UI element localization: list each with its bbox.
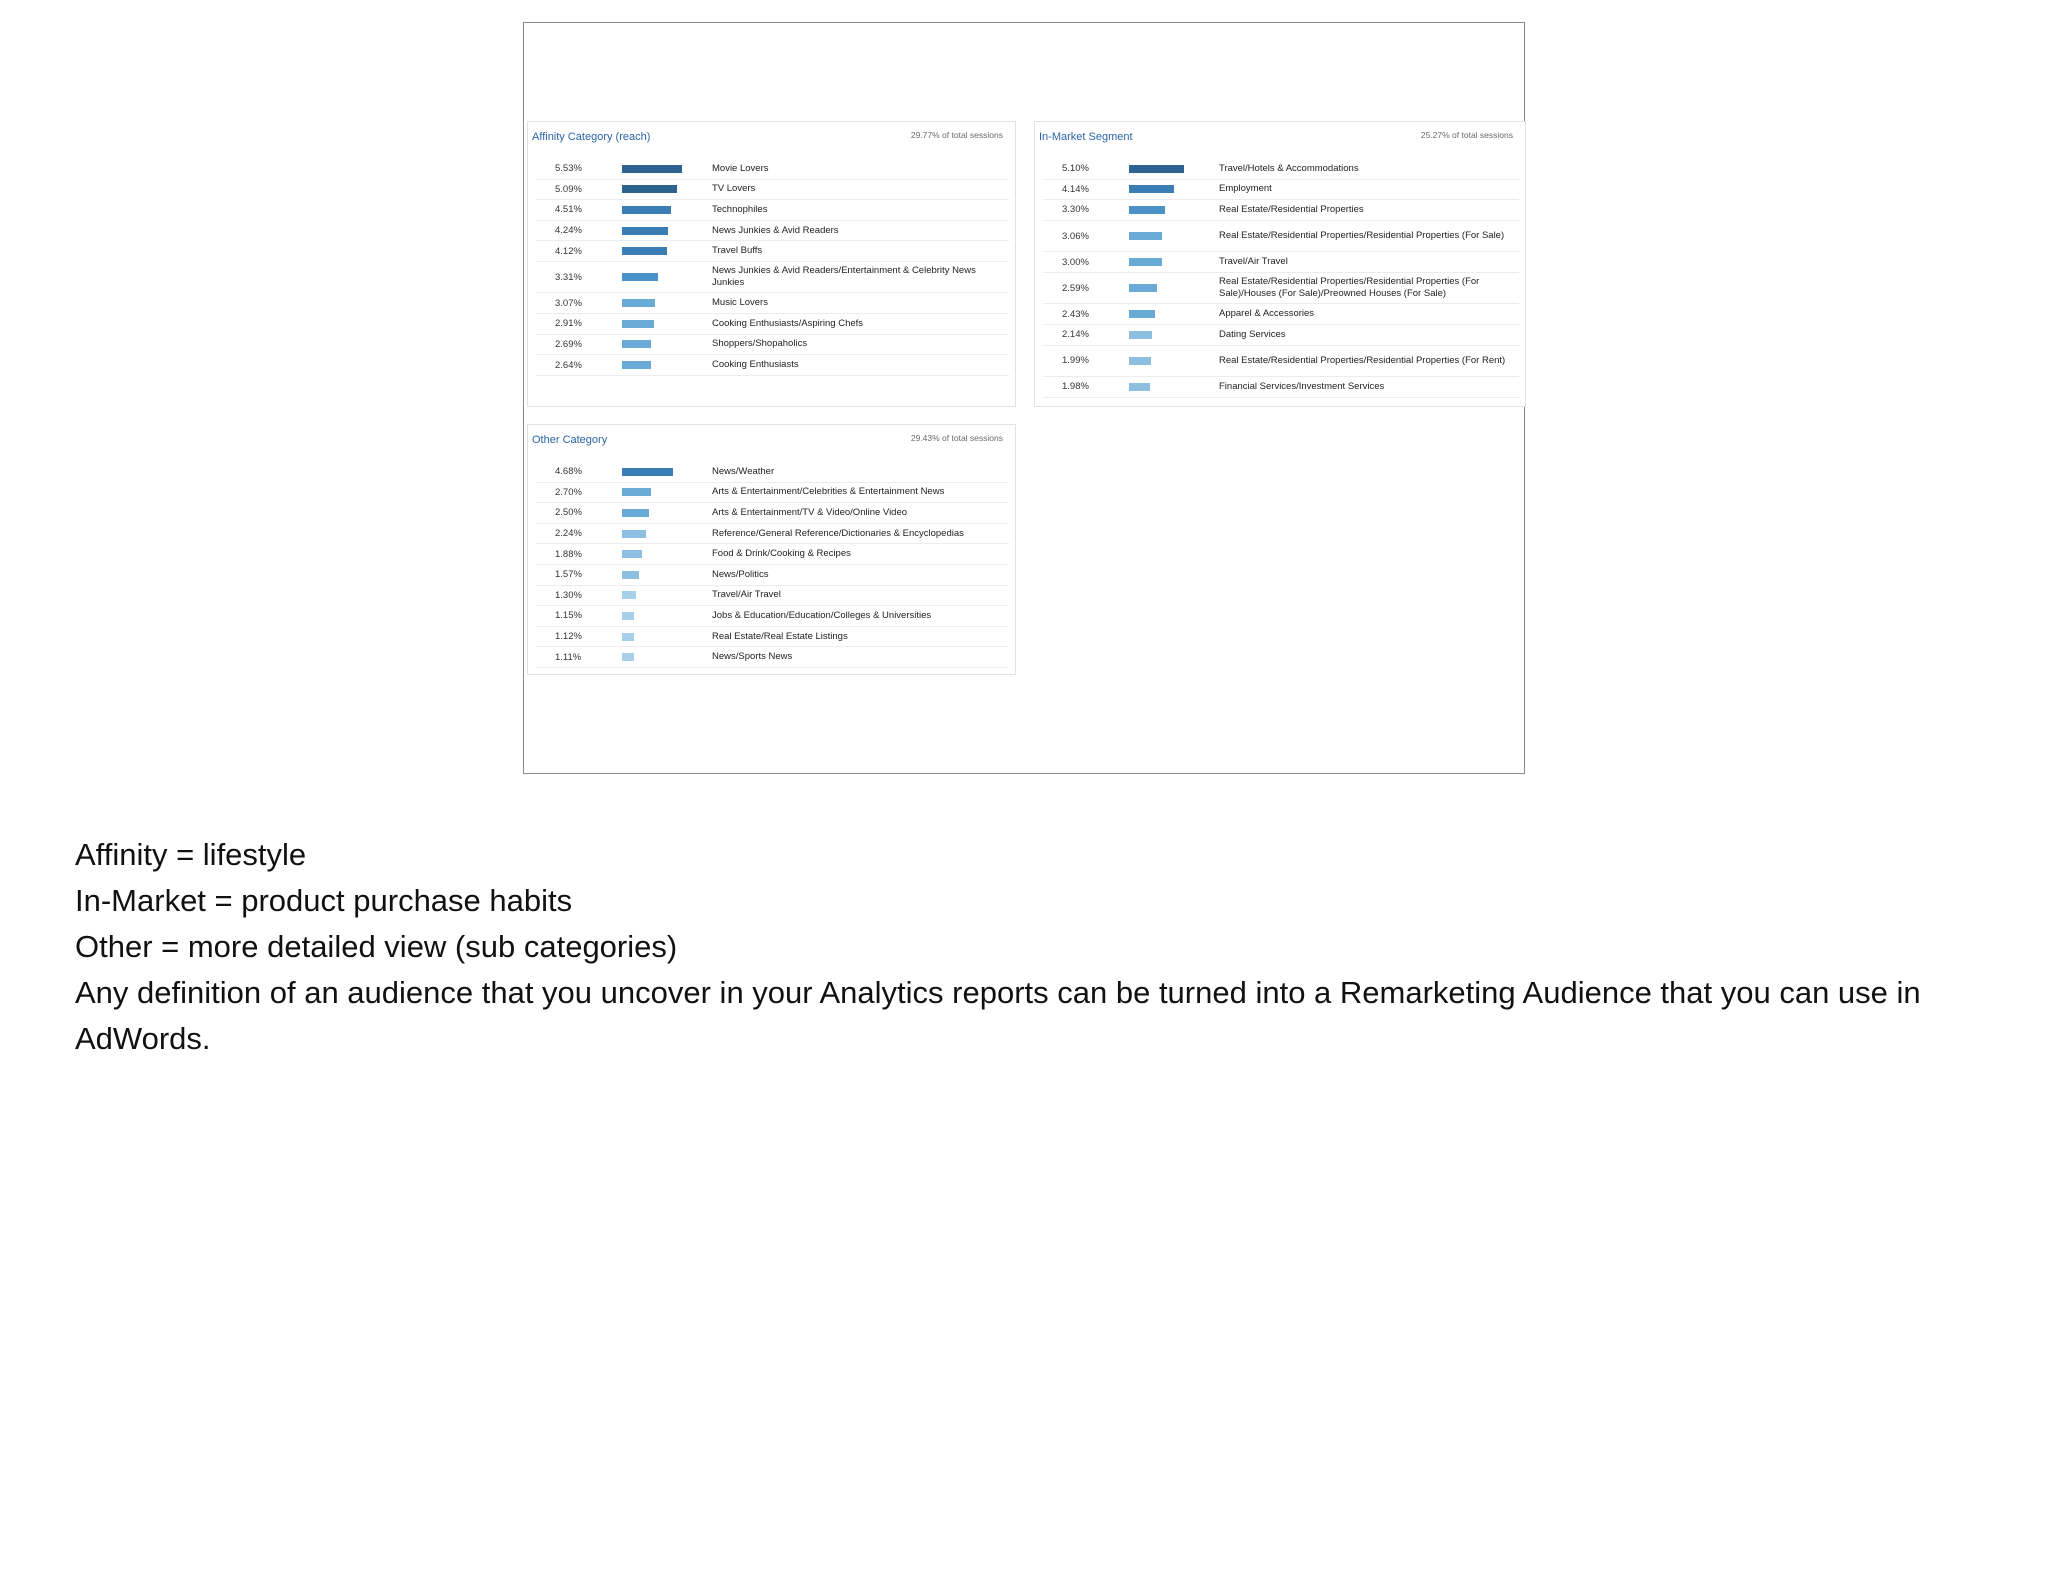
table-row[interactable]: [1043, 325, 1519, 346]
row-label[interactable]: Travel/Air Travel: [1219, 256, 1288, 268]
row-bar: [622, 227, 668, 235]
row-label[interactable]: Real Estate/Residential Properties: [1219, 203, 1364, 215]
note-other: Other = more detailed view (sub categories): [75, 929, 678, 964]
row-percentage: 1.12%: [555, 631, 582, 643]
row-label[interactable]: News/Weather: [712, 465, 775, 477]
row-label[interactable]: Food & Drink/Cooking & Recipes: [712, 548, 851, 560]
row-bar: [1129, 258, 1162, 266]
row-label[interactable]: Employment: [1219, 183, 1272, 195]
row-label[interactable]: Real Estate/Residential Properties/Residential Properties (For Sale): [1219, 230, 1505, 242]
table-row[interactable]: [536, 262, 1009, 294]
row-label[interactable]: Music Lovers: [712, 297, 768, 309]
table-row[interactable]: [536, 241, 1009, 262]
row-bar: [622, 273, 658, 281]
row-bar: [622, 361, 651, 369]
row-bar: [622, 320, 654, 328]
row-bar: [1129, 206, 1165, 214]
table-row[interactable]: [536, 221, 1009, 242]
table-row[interactable]: [536, 314, 1009, 335]
row-bar: [1129, 331, 1152, 339]
row-percentage: 2.43%: [1062, 308, 1089, 320]
slide-notes: [75, 832, 1995, 1062]
row-percentage: 1.15%: [555, 610, 582, 622]
table-row[interactable]: [536, 647, 1009, 668]
row-label[interactable]: News/Sports News: [712, 651, 793, 663]
row-percentage: 2.14%: [1062, 329, 1089, 341]
row-bar: [622, 591, 636, 599]
row-percentage: 2.64%: [555, 359, 582, 371]
table-row[interactable]: [536, 159, 1009, 180]
other-category-panel: [527, 424, 1016, 675]
table-row[interactable]: [536, 200, 1009, 221]
table-row[interactable]: [1043, 180, 1519, 201]
row-label[interactable]: Cooking Enthusiasts/Aspiring Chefs: [712, 317, 864, 329]
row-label[interactable]: Real Estate/Residential Properties/Residential Properties (For Sale)/Houses (For Sale)/Preowned Houses (For Sale): [1219, 276, 1480, 300]
row-label[interactable]: Reference/General Reference/Dictionaries & Encyclopedias: [712, 527, 964, 539]
row-bar: [622, 165, 682, 173]
inmarket-panel-total: 25.27% of total sessions: [1420, 130, 1513, 140]
row-percentage: 1.57%: [555, 569, 582, 581]
row-bar: [1129, 232, 1162, 240]
table-row[interactable]: [1043, 221, 1519, 253]
table-row[interactable]: [536, 335, 1009, 356]
table-row[interactable]: [1043, 273, 1519, 305]
table-row[interactable]: [536, 544, 1009, 565]
in-market-segment-panel: [1034, 121, 1526, 407]
affinity-panel-total: 29.77% of total sessions: [910, 130, 1003, 140]
row-percentage: 3.00%: [1062, 256, 1089, 268]
other-rows: [536, 462, 1009, 668]
table-row[interactable]: [536, 462, 1009, 483]
row-percentage: 3.30%: [1062, 204, 1089, 216]
table-row[interactable]: [536, 180, 1009, 201]
note-remarketing: Any definition of an audience that you uncover in your Analytics reports can be turned into a Remarketing Audience that you can use in AdWords.: [75, 975, 1921, 1056]
row-percentage: 1.11%: [555, 651, 582, 663]
affinity-panel-title[interactable]: Affinity Category (reach): [532, 131, 651, 143]
row-percentage: 2.91%: [555, 318, 582, 330]
row-bar: [1129, 310, 1155, 318]
row-bar: [622, 206, 671, 214]
analytics-screenshot: [523, 22, 1525, 774]
row-percentage: 1.99%: [1062, 355, 1089, 367]
row-percentage: 4.24%: [555, 225, 582, 237]
row-label[interactable]: News/Politics: [712, 568, 769, 580]
row-bar: [622, 571, 639, 579]
row-label[interactable]: Travel/Hotels & Accommodations: [1219, 162, 1359, 174]
row-percentage: 5.10%: [1062, 163, 1089, 175]
table-row[interactable]: [536, 586, 1009, 607]
row-label[interactable]: Jobs & Education/Education/Colleges & Universities: [712, 609, 932, 621]
other-panel-total: 29.43% of total sessions: [910, 433, 1003, 443]
row-percentage: 2.24%: [555, 528, 582, 540]
row-bar: [1129, 185, 1174, 193]
row-percentage: 2.50%: [555, 507, 582, 519]
row-label[interactable]: TV Lovers: [712, 183, 756, 195]
table-row[interactable]: [1043, 159, 1519, 180]
table-row[interactable]: [536, 524, 1009, 545]
row-label[interactable]: News Junkies & Avid Readers/Entertainment & Celebrity News Junkies: [712, 265, 976, 289]
row-label[interactable]: Apparel & Accessories: [1219, 308, 1315, 320]
table-row[interactable]: [1043, 346, 1519, 378]
row-percentage: 5.09%: [555, 183, 582, 195]
row-bar: [622, 530, 646, 538]
affinity-category-panel: [527, 121, 1016, 407]
row-bar: [622, 468, 673, 476]
table-row[interactable]: [536, 606, 1009, 627]
table-row[interactable]: [1043, 377, 1519, 398]
row-label[interactable]: Financial Services/Investment Services: [1219, 380, 1385, 392]
row-label[interactable]: News Junkies & Avid Readers: [712, 224, 839, 236]
row-bar: [1129, 284, 1157, 292]
row-percentage: 1.98%: [1062, 381, 1089, 393]
table-row[interactable]: [1043, 252, 1519, 273]
row-label[interactable]: Shoppers/Shopaholics: [712, 338, 808, 350]
row-label[interactable]: Real Estate/Residential Properties/Residential Properties (For Rent): [1219, 354, 1506, 366]
table-row[interactable]: [1043, 304, 1519, 325]
row-label[interactable]: Travel Buffs: [712, 245, 763, 257]
row-percentage: 5.53%: [555, 163, 582, 175]
row-percentage: 3.31%: [555, 271, 582, 283]
other-panel-title[interactable]: Other Category: [532, 434, 608, 446]
row-percentage: 4.68%: [555, 466, 582, 478]
row-bar: [622, 633, 634, 641]
row-label[interactable]: Dating Services: [1219, 328, 1286, 340]
row-bar: [622, 340, 651, 348]
row-percentage: 4.51%: [555, 204, 582, 216]
table-row[interactable]: [536, 565, 1009, 586]
row-bar: [622, 653, 634, 661]
row-percentage: 2.59%: [1062, 282, 1089, 294]
table-row[interactable]: [1043, 200, 1519, 221]
row-label[interactable]: Real Estate/Real Estate Listings: [712, 630, 848, 642]
row-percentage: 2.69%: [555, 338, 582, 350]
table-row[interactable]: [536, 627, 1009, 648]
row-bar: [622, 488, 651, 496]
row-label[interactable]: Travel/Air Travel: [712, 589, 781, 601]
row-bar: [1129, 165, 1184, 173]
row-label[interactable]: Arts & Entertainment/Celebrities & Entertainment News: [712, 486, 945, 498]
table-row[interactable]: [536, 483, 1009, 504]
inmarket-panel-title[interactable]: In-Market Segment: [1039, 131, 1133, 143]
row-percentage: 2.70%: [555, 486, 582, 498]
row-percentage: 4.14%: [1062, 183, 1089, 195]
row-bar: [622, 299, 655, 307]
row-percentage: 3.06%: [1062, 230, 1089, 242]
row-label[interactable]: Cooking Enthusiasts: [712, 359, 799, 371]
row-label[interactable]: Movie Lovers: [712, 162, 769, 174]
affinity-rows: [536, 159, 1009, 376]
row-label[interactable]: Technophiles: [712, 203, 768, 215]
table-row[interactable]: [536, 355, 1009, 376]
row-bar: [622, 247, 667, 255]
row-bar: [622, 612, 634, 620]
row-bar: [622, 550, 642, 558]
table-row[interactable]: [536, 293, 1009, 314]
inmarket-rows: [1043, 159, 1519, 398]
row-bar: [1129, 357, 1151, 365]
table-row[interactable]: [536, 503, 1009, 524]
row-bar: [622, 185, 677, 193]
row-percentage: 1.88%: [555, 548, 582, 560]
row-bar: [1129, 383, 1150, 391]
row-percentage: 4.12%: [555, 245, 582, 257]
note-in-market: In-Market = product purchase habits: [75, 883, 573, 918]
note-affinity: Affinity = lifestyle: [75, 837, 307, 872]
row-bar: [622, 509, 649, 517]
row-percentage: 1.30%: [555, 589, 582, 601]
row-percentage: 3.07%: [555, 297, 582, 309]
row-label[interactable]: Arts & Entertainment/TV & Video/Online Video: [712, 506, 908, 518]
